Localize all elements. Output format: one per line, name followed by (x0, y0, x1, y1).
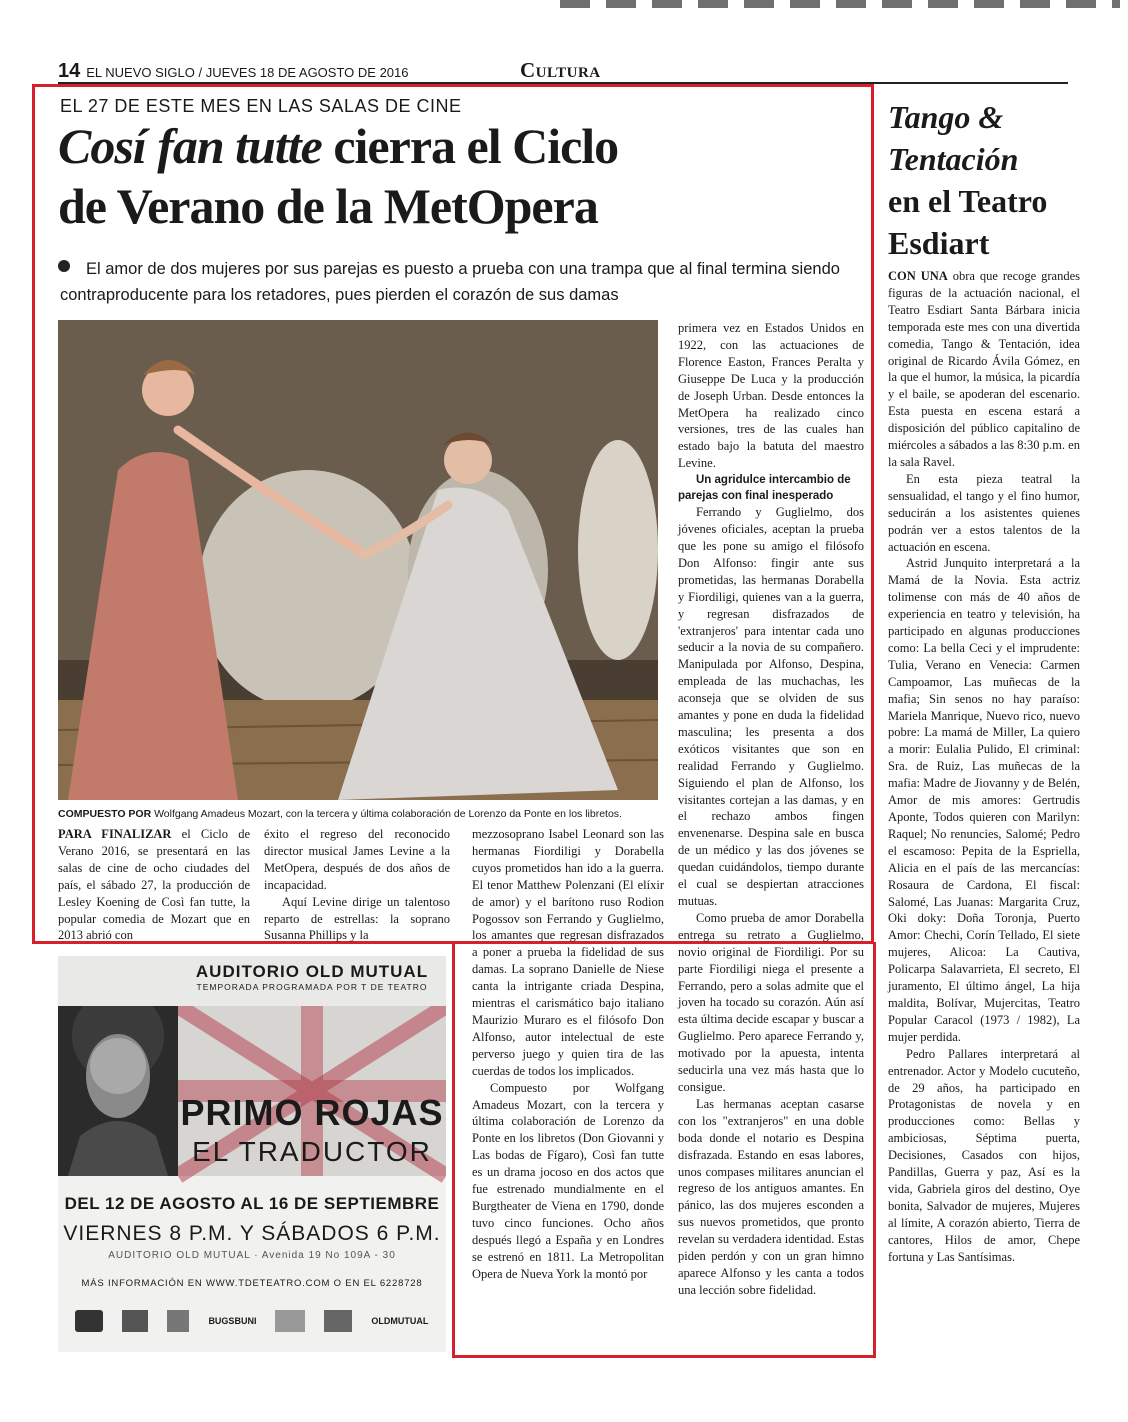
opera-photo-illustration (58, 320, 658, 800)
folio (58, 60, 409, 83)
paragraph-1-text: el Ciclo de Verano 2016, se presentará en las salas de cine de ocho ciudades del país, el sábado 27, la producción de Lesley Koening de Così fan tutte, la popular comedia de Mozart que en 2013 abrió con (58, 827, 251, 943)
top-edge-scrap (560, 0, 1120, 8)
headline-part-2: de Verano de la MetOpera (58, 178, 598, 234)
sponsor-logos (58, 1296, 446, 1346)
paragraph-4: Ferrando y Guglielmo, dos jóvenes oficiales, aceptan la prueba que les pone su amigo el filósofo Don Alfonso: fingir ante sus prometidas, las hermanas Dorabella y Fiordiligi, quienes van a la guerra, y regresan disfrazados de 'extranjeros' para intentar cada uno seducir a la novia de su compañero. Manipulada por Alfonso, Despina, empleada de las muchachas, les aconseja que se olviden de sus amantes y pone en duda la fidelidad masculina; les presenta a dos exóticos visitantes que son en realidad Ferrando y Guglielmo. Siguiendo el plan de Alfonso, los visitantes cortejan a las damas, y en el rechazo ambos fingen envenenarse. Despina sale en busca de un médico y las dos jóvenes se quedan cuidándolos, tiempo durante el cual se despiertan atracciones mutuas. (678, 505, 864, 908)
sponsor-logo (75, 1310, 103, 1332)
subhead: Un agridulce intercambio de parejas con final inesperado (678, 474, 851, 503)
headline (58, 116, 858, 236)
ad-season: TEMPORADA PROGRAMADA POR T DE TEATRO (196, 982, 428, 992)
ad-venue: AUDITORIO OLD MUTUAL (195, 962, 429, 981)
paragraph-3-continued: primera vez en Estados Unidos en 1922, con las actuaciones de Florence Easton, Frances Peralta y Giuseppe De Luca y la producción de Joseph Urban. Desde entonces la MetOpera ha realizado cinco versiones, tres de las cuales han estado bajo la batuta del maestro Levine. (678, 321, 864, 471)
paragraph-2: Aquí Levine dirige un talentoso reparto de estrellas: la soprano Susanna Phillips y la (264, 894, 450, 943)
sidebar-paragraph-1 (888, 268, 1080, 471)
sponsor-logo (167, 1310, 189, 1332)
opera-photo (58, 320, 658, 800)
lead-in: PARA FINALIZAR (58, 827, 172, 841)
caption-text: Wolfgang Amadeus Mozart, con la tercera y última colaboración de Lorenzo da Ponte en los libretos. (151, 808, 622, 820)
theater-advertisement (58, 956, 446, 1352)
headline-italic: Cosí fan tutte (58, 118, 322, 174)
headline-part-1: cierra el Ciclo (321, 118, 619, 174)
kicker: EL 27 DE ESTE MES EN LAS SALAS DE CINE (60, 96, 462, 116)
newspaper-date: EL NUEVO SIGLO / JUEVES 18 DE AGOSTO DE 2016 (86, 65, 409, 80)
sidebar-title-italic-2: Tentación (888, 141, 1019, 177)
sponsor-logo (275, 1310, 305, 1332)
ad-address: AUDITORIO OLD MUTUAL · Avenida 19 No 109A - 30 (108, 1250, 396, 1261)
caption-lead: COMPUESTO POR (58, 808, 152, 820)
paragraph-3: Compuesto por Wolfgang Amadeus Mozart, con la tercera y última colaboración de Lorenzo da Ponte en los libretos (Don Giovanni y Las bodas de Fígaro), Così fan tutte es un drama jocoso en dos actos que fue estrenado mundialmente en el Burgtheater de Viena en 1790, donde tuvo cinco funciones. Ocho años después llegó a España y en Londres se estrenó en 1811. La Metropolitan Opera de Nueva York la montó por (472, 1080, 664, 1281)
sidebar-paragraph-4: Pedro Pallares interpretará al entrenador. Actor y Modelo cucuteño, de 29 años, ha participado en Protagonistas de novela y en producciones como: Bellas y ambiciosas, Séptima puerta, Decisiones, Casados con hijos, Pandillas, Guerra y paz, Así es la vida, Gabriela giros del destino, Oye bonita, Salvador de mujeres, Mujeres al límite, A corazón abierto, Tierra de cantores, Hilos de amor, Chepe fortuna y Las Santísimas. (888, 1046, 1080, 1264)
sidebar-title-part-2: Esdiart (888, 225, 990, 261)
paragraph-6: Las hermanas aceptan casarse con los "extranjeros" en una doble boda donde el notario es Despina disfrazada. Estando en esas labores, unos compases militares anuncian el regreso de los antiguos amantes. En pánico, las dos mujeres esconden a sus nuevos prometidos, que pronto revelan su verdadera identidad. Estas piden perdón y con un gran himno aparece Alfonso y les canta a todos una lección sobre fidelidad. (678, 1096, 864, 1297)
paragraph-5: Como prueba de amor Dorabella entrega su retrato a Guglielmo, novio original de Fiordiligi. Por su parte Fiordiligi niega el presente a Ferrando, pero a solas admite que el joven ha tocado su corazón. Aún así esta última decide escapar y buscar a Guglielmo. Pero aparece Ferrando y, motivado por la apuesta, intenta seducirla una vez más hasta que lo consigue. (678, 910, 864, 1094)
sidebar-paragraph-2: En esta pieza teatral la sensualidad, el tango y el fino humor, seducirán a los asistentes quienes podrán ver a estos talentos de la actuación en escena. (888, 471, 1080, 554)
ad-header (58, 956, 446, 1006)
sidebar-lead-in: CON UNA (888, 269, 948, 283)
sidebar-title-part-1: en el Teatro (888, 183, 1048, 219)
bugsbuni-logo: BUGSBUNI (208, 1316, 257, 1326)
article-column-4 (678, 320, 864, 1299)
deck: El amor de dos mujeres por sus parejas es puesto a prueba con una trampa que al final termina siendo contraproducente para los retadores, pues pierden el corazón de sus damas (60, 260, 840, 304)
sidebar-paragraph-3: Astrid Junquito interpretará a la Mamá de la Novia. Esta actriz tolimense con más de 40 años de experiencia en teatro y televisión, ha participado en algunas producciones como: La bella Ceci y el imprudente: Tulia, Verano en Venecia: Carmen Campoamor, Las muñecas de la mafia; Sin senos no hay paraíso: Mariela Manrique, Nuevo rico, nuevo pobre: La mamá de Miller, La quiero a morir: Eulalia Pulido, El criminal: Sra. de Ruiz, Las muñecas de la mafia: Madre de Jiovanny y de Belén, Amor de mis amores: Gertrudis Aponte, Todos quieren con Marilyn: Raquel; No renuncies, Salomé; Pedro el escamoso: Pepita de la Espriella, Alicia en el país de las mercancías: Rosaura de Cardona, El fiscal: Salomé, Las Juanas: Margarita Cruz, Oki doky: Doña Toronja, Puerto Amor: Chechi, Corín Tellado, El siete mujeres, Alicoa: La Cautiva, Policarpa Salavarrieta, El secreto, El juramento, El último ángel, La hija maldita, Bolívar, Mujercitas, Teatro Popular Caracol (1973 / 1982), La mujer perdida. (888, 556, 1080, 1044)
sponsor-logo (324, 1310, 352, 1332)
sidebar-headline (888, 96, 1108, 264)
photo-caption (58, 808, 658, 820)
ad-show-title: PRIMO ROJAS (180, 1092, 444, 1133)
ad-dates: DEL 12 DE AGOSTO AL 16 DE SEPTIEMBRE (64, 1194, 440, 1213)
page-number: 14 (58, 60, 81, 82)
sidebar-title-italic-1: Tango & (888, 99, 1004, 135)
paragraph-1-continued: éxito el regreso del reconocido director musical James Levine a la MetOpera, después de dos años de incapacidad. (264, 827, 450, 892)
ad-times: VIERNES 8 P.M. Y SÁBADOS 6 P.M. (63, 1222, 441, 1245)
section-name: Cultura (520, 58, 601, 82)
sidebar-body (888, 268, 1080, 1265)
ad-show-subtitle: EL TRADUCTOR (192, 1136, 432, 1167)
oldmutual-logo: OLDMUTUAL (371, 1316, 429, 1326)
sponsor-logo (122, 1310, 148, 1332)
paragraph-1 (58, 826, 250, 944)
article-column-1 (58, 826, 250, 944)
sidebar-paragraph-1-text: obra que recoge grandes figuras de la actuación nacional, el Teatro Esdiart Santa Bárbara inicia temporada este mes con una divertida comedia, Tango & Tentación, idea original de Ricardo Ávila Gómez, en la que el humor, la música, la picardía y el baile, se apoderan del escenario. Esta puesta en escena estará a disposición del público capitalino de miércoles a sábados a las 8:30 p.m. en la sala Ravel. (888, 269, 1080, 469)
ad-info: MÁS INFORMACIÓN EN WWW.TDETEATRO.COM O EN EL 6228728 (81, 1278, 423, 1289)
article-column-3 (472, 826, 664, 1282)
article-column-2 (264, 826, 450, 944)
paragraph-2-continued: mezzosoprano Isabel Leonard son las hermanas Fiordiligi y Dorabella cuyos prometidos han ido a la guerra. El tenor Matthew Polenzani (El elíxir de amor) y el barítono ruso Rodion Pogossov son Ferrando y Guglielmo, los amantes que regresan disfrazados a poner a prueba la fidelidad de sus damas. La soprano Danielle de Niese canta la intrigante criada Despina, mientras el carismático bajo italiano Maurizio Muraro es el filósofo Don Alfonso, autor intelectual de este perverso juego y quien tira de las cuerdas de todos los implicados. (472, 827, 664, 1078)
